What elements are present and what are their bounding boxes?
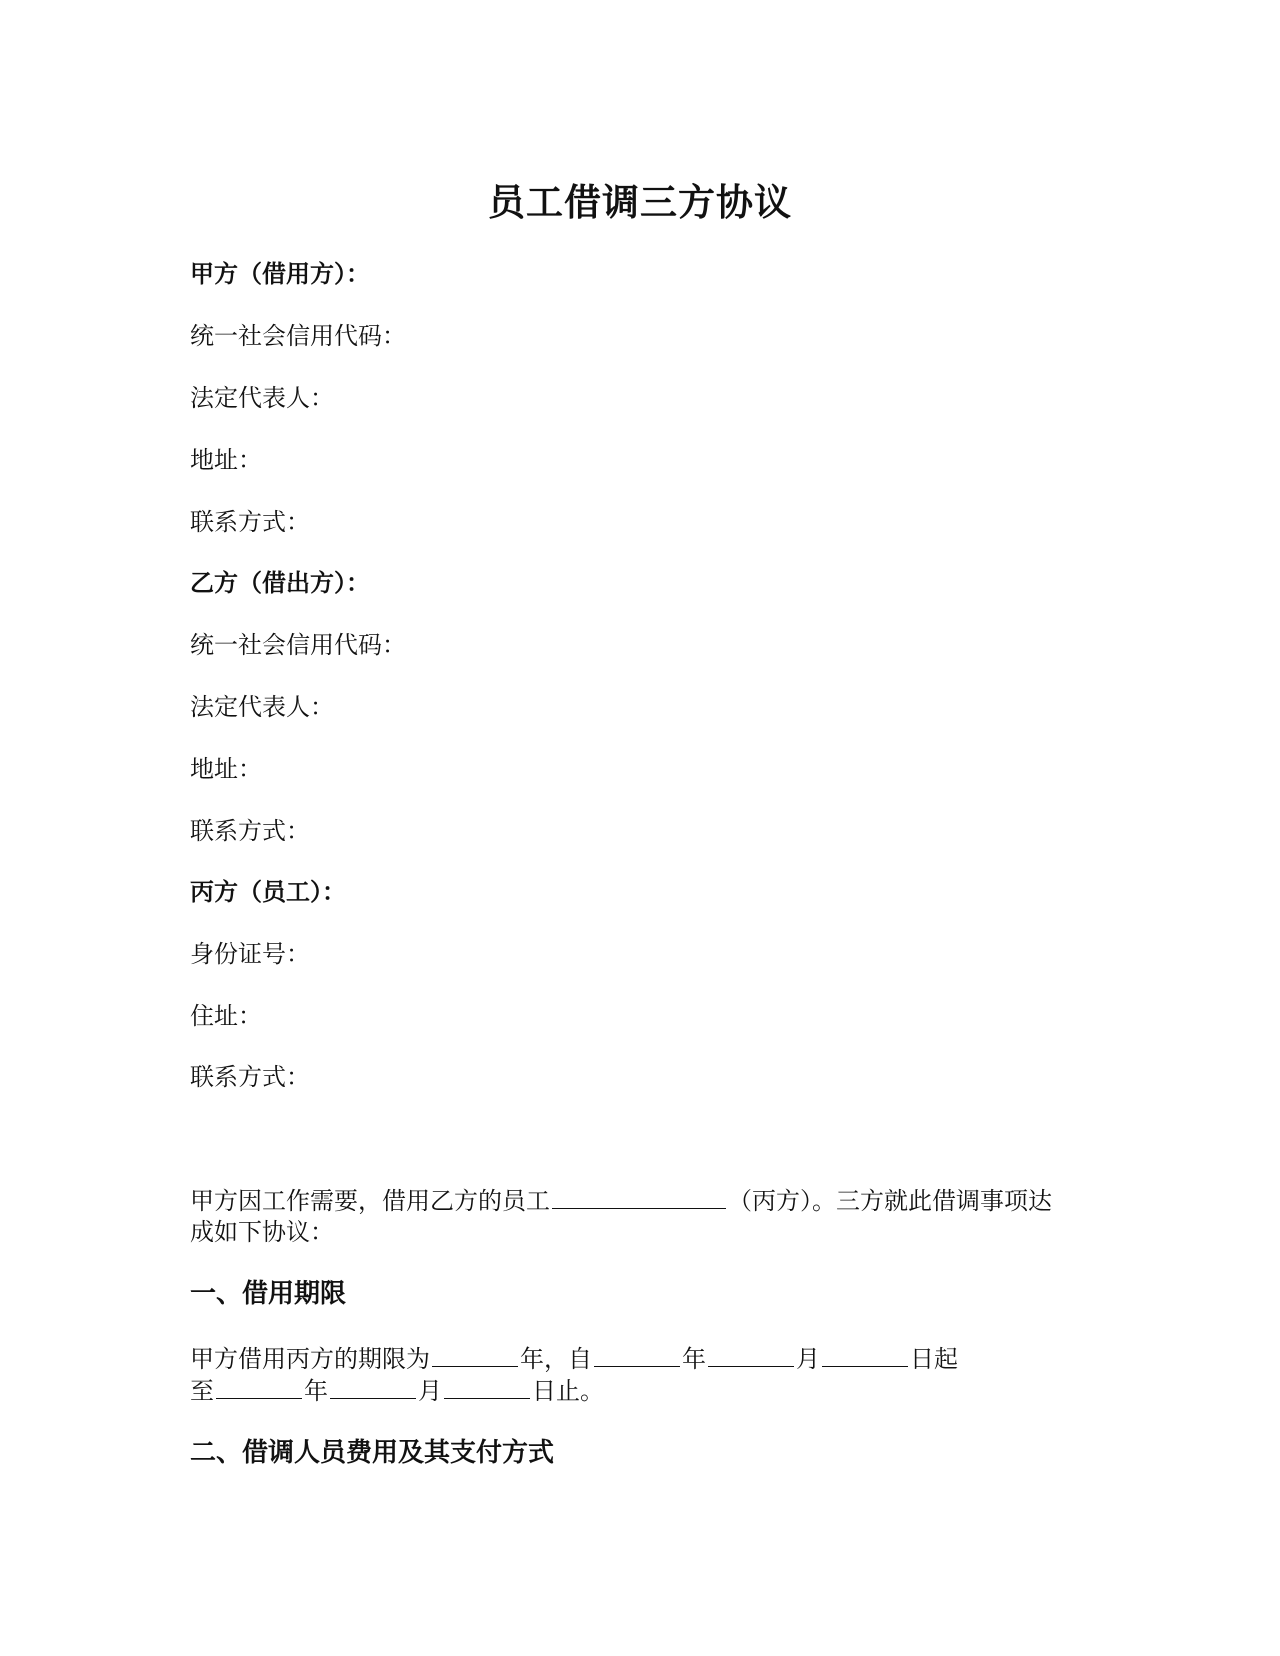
party-a-contact-label: 联系方式： — [190, 508, 310, 536]
intro-text-1: 甲方因工作需要，借用乙方的员工 — [190, 1187, 550, 1215]
s1-text-f: 至 — [190, 1377, 214, 1405]
s1-text-e: 日起 — [910, 1345, 958, 1373]
employee-name-blank[interactable] — [552, 1184, 726, 1209]
party-c-heading: 丙方（员工）： — [190, 877, 346, 906]
document-title: 员工借调三方协议 — [488, 180, 792, 224]
s1-text-i: 日止。 — [532, 1377, 604, 1405]
s1-text-a: 甲方借用丙方的期限为 — [190, 1345, 430, 1373]
s1-text-g: 年 — [304, 1377, 328, 1405]
party-c-residence-label: 住址： — [190, 1002, 262, 1030]
party-c-id-number-label: 身份证号： — [190, 940, 310, 968]
term-years-blank[interactable] — [432, 1342, 518, 1367]
party-b-credit-code-label: 统一社会信用代码： — [190, 631, 406, 659]
end-month-blank[interactable] — [330, 1374, 416, 1399]
s1-text-c: 年 — [682, 1345, 706, 1373]
start-year-blank[interactable] — [594, 1342, 680, 1367]
section-1-heading: 一、借用期限 — [190, 1279, 347, 1309]
section-2-heading: 二、借调人员费用及其支付方式 — [190, 1438, 555, 1468]
intro-line-1 — [190, 1184, 1052, 1217]
party-a-address-label: 地址： — [190, 446, 262, 474]
party-b-legal-rep-label: 法定代表人： — [190, 693, 334, 721]
party-b-contact-label: 联系方式： — [190, 817, 310, 845]
party-c-contact-label: 联系方式： — [190, 1063, 310, 1091]
s1-text-b: 年，自 — [520, 1345, 592, 1373]
end-day-blank[interactable] — [444, 1374, 530, 1399]
end-year-blank[interactable] — [216, 1374, 302, 1399]
party-a-legal-rep-label: 法定代表人： — [190, 384, 334, 412]
s1-text-h: 月 — [418, 1377, 442, 1405]
intro-line-2: 成如下协议： — [190, 1218, 334, 1246]
party-b-address-label: 地址： — [190, 755, 262, 783]
section-1-line-2 — [190, 1374, 604, 1407]
s1-text-d: 月 — [796, 1345, 820, 1373]
party-b-heading: 乙方（借出方）： — [190, 568, 370, 597]
party-a-credit-code-label: 统一社会信用代码： — [190, 322, 406, 350]
intro-text-2: （丙方）。三方就此借调事项达 — [728, 1187, 1052, 1215]
start-day-blank[interactable] — [822, 1342, 908, 1367]
start-month-blank[interactable] — [708, 1342, 794, 1367]
section-1-line-1 — [190, 1342, 958, 1375]
party-a-heading: 甲方（借用方）： — [190, 259, 370, 288]
